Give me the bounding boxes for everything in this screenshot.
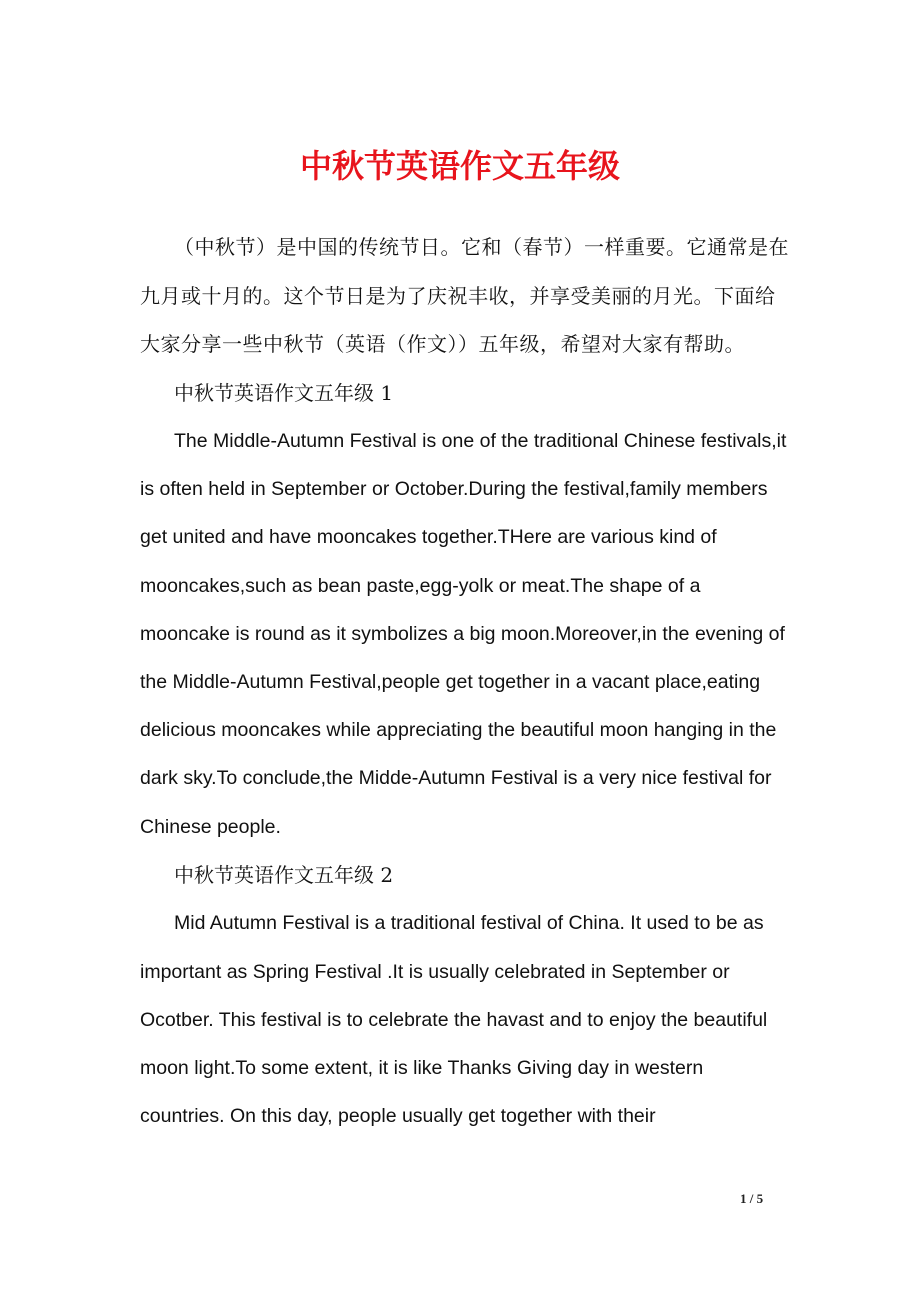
page-number: 1 / 5 <box>740 1191 764 1206</box>
intro-paragraph: （中秋节）是中国的传统节日。它和（春节）一样重要。它通常是在九月或十月的。这个节日是为了庆祝丰收，并享受美丽的月光。下面给大家分享一些中秋节（英语（作文））五年级，希望对大家有帮助。 <box>140 235 789 356</box>
section-heading-1: 中秋节英语作文五年级 1 <box>174 380 394 405</box>
section-heading-2: 中秋节英语作文五年级 2 <box>174 862 394 887</box>
section-text-2: Mid Autumn Festival is a traditional festival of China. It used to be as important as Spring Festival .It is usually celebrated in September or Ocotber. This festival is to celebrate the havast and to enjoy the beautiful moon light.To some extent, it is like Thanks Giving day in western countries. On this day, people usually get together with their <box>140 912 768 1128</box>
document-body <box>140 223 790 1140</box>
document-title: 中秋节英语作文五年级 <box>299 147 620 185</box>
section-text-1: The Middle-Autumn Festival is one of the traditional Chinese festivals,it is often held in September or October.During the festival,family members get united and have mooncakes together.THere are various kind of mooncakes,such as bean paste,egg-yolk or meat.The shape of a mooncake is round as it symbolizes a big moon.Moreover,in the evening of the Middle-Autumn Festival,people get together in a vacant place,eating delicious mooncakes while appreciating the beautiful moon hanging in the dark sky.To conclude,the Midde-Autumn Festival is a very nice festival for Chinese people. <box>140 430 787 838</box>
